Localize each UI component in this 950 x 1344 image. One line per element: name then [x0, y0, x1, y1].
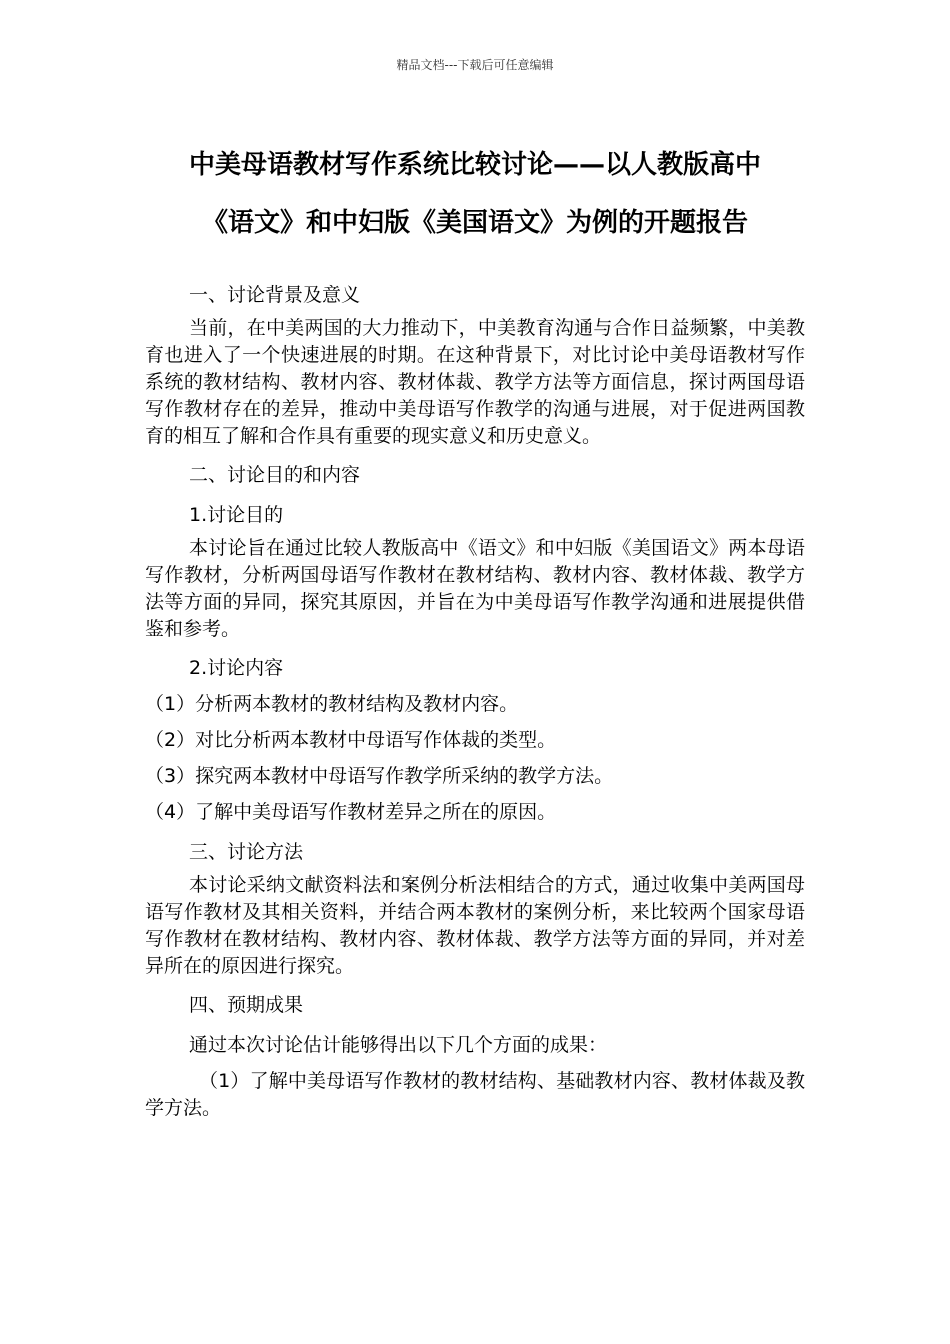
section-heading-method: 三、讨论方法	[189, 841, 304, 863]
list-item: （3）探究两本教材中母语写作教学所采纳的教学方法。	[145, 765, 614, 787]
subheading-content: 2.讨论内容	[189, 657, 284, 679]
paragraph-method: 本讨论采纳文献资料法和案例分析法相结合的方式，通过收集中美两国母语写作教材及其相关资料，并结合两本教材的案例分析，来比较两个国家母语写作教材在教材结构、教材内容、教材体裁、教学方法等方面的异同，并对差异所在的原因进行探究。	[145, 874, 805, 977]
paragraph-background: 当前，在中美两国的大力推动下，中美教育沟通与合作日益频繁，中美教育也进入了一个快速进展的时期。在这种背景下，对比讨论中美母语教材写作系统的教材结构、教材内容、教材体裁、教学方法等方面信息，探讨两国母语写作教材存在的差异，推动中美母语写作教学的沟通与进展，对于促进两国教育的相互了解和合作具有重要的现实意义和历史意义。	[145, 317, 805, 447]
subheading-purpose: 1.讨论目的	[189, 504, 284, 526]
section-heading-purpose: 二、讨论目的和内容	[189, 464, 361, 486]
section-heading-background: 一、讨论背景及意义	[189, 284, 361, 306]
document-body	[145, 270, 805, 1122]
paragraph-results-intro: 通过本次讨论估计能够得出以下几个方面的成果：	[189, 1034, 608, 1056]
title-line-1: 中美母语教材写作系统比较讨论——以人教版高中	[188, 150, 761, 180]
list-item: （1）了解中美母语写作教材的教材结构、基础教材内容、教材体裁及教学方法。	[145, 1070, 805, 1119]
list-item: （2）对比分析两本教材中母语写作体裁的类型。	[145, 729, 557, 751]
document-title	[130, 136, 820, 252]
list-item: （4）了解中美母语写作教材差异之所在的原因。	[145, 801, 557, 823]
page-header: 精品文档---下载后可任意编辑	[396, 58, 554, 72]
title-line-2: 《语文》和中妇版《美国语文》为例的开题报告	[201, 208, 748, 238]
section-heading-results: 四、预期成果	[189, 994, 304, 1016]
paragraph-purpose: 本讨论旨在通过比较人教版高中《语文》和中妇版《美国语文》两本母语写作教材，分析两国母语写作教材在教材结构、教材内容、教材体裁、教学方法等方面的异同，探究其原因，并旨在为中美母语写作教学沟通和进展提供借鉴和参考。	[145, 537, 805, 640]
list-item: （1）分析两本教材的教材结构及教材内容。	[145, 693, 519, 715]
